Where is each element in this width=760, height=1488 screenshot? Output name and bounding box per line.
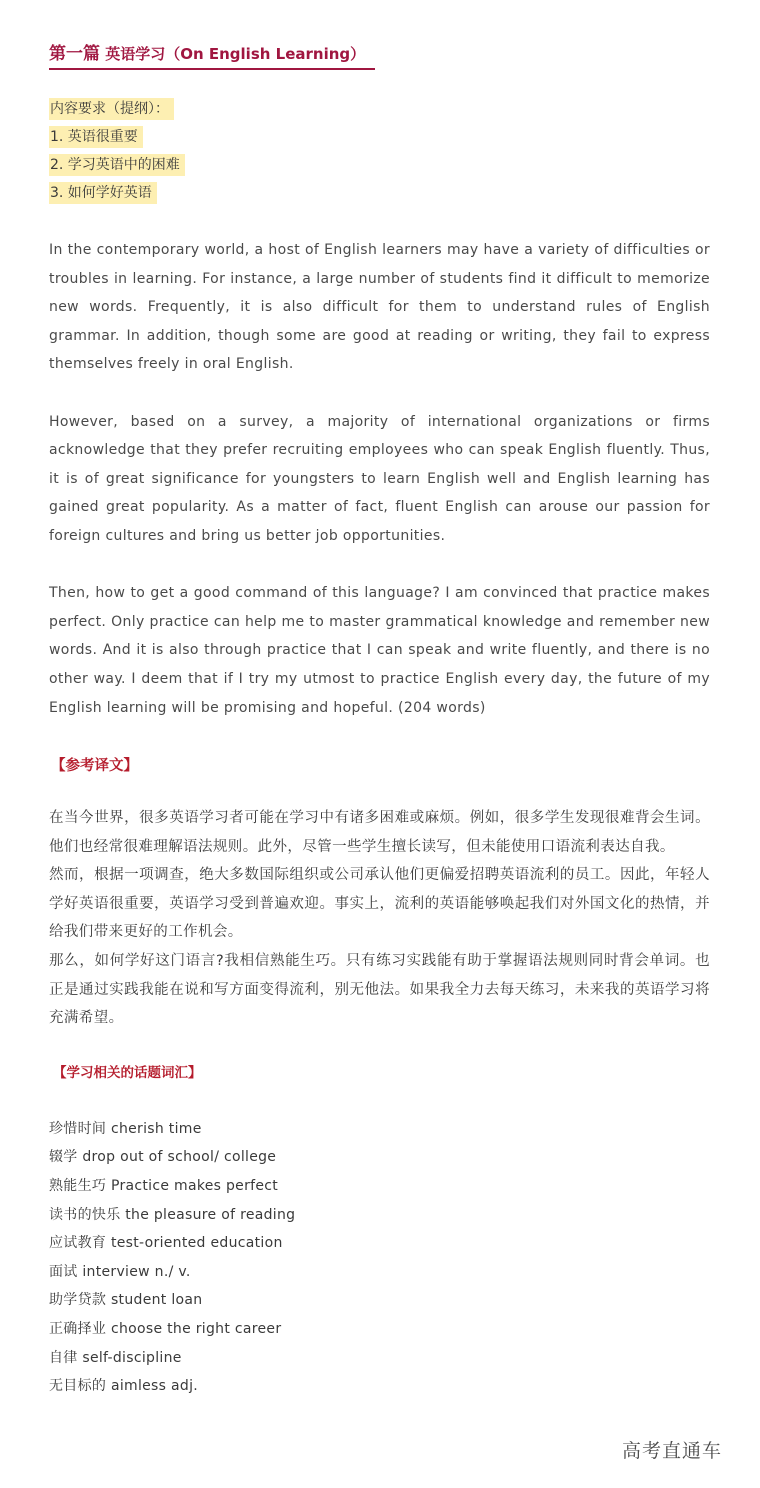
outline-list: [49, 98, 710, 210]
translation-paragraph: 然而，根据一项调查，绝大多数国际组织或公司承认他们更偏爱招聘英语流利的员工。因此，年轻人学好英语很重要，英语学习受到普遍欢迎。事实上，流利的英语能够唤起我们对外国文化的热情，并给我们带来更好的工作机会。: [49, 867, 710, 941]
article-title: [49, 40, 375, 70]
vocabulary-heading: 【学习相关的话题词汇】: [53, 1064, 202, 1081]
vocabulary-item: 助学贷款 student loan: [49, 1292, 203, 1309]
translation-paragraph: 在当今世界，很多英语学习者可能在学习中有诸多困难或麻烦。例如，很多学生发现很难背会生词。他们也经常很难理解语法规则。此外，尽管一些学生擅长读写，但未能使用口语流利表达自我。: [49, 810, 710, 855]
outline-item: 3. 如何学好英语: [49, 182, 157, 204]
vocabulary-item: 无目标的 aimless adj.: [49, 1378, 199, 1395]
title-text: 英语学习（On English Learning）: [100, 45, 366, 63]
vocabulary-item: 自律 self-discipline: [49, 1349, 182, 1366]
vocabulary-item: 珍惜时间 cherish time: [49, 1120, 202, 1137]
vocabulary-item: 辍学 drop out of school/ college: [49, 1149, 277, 1166]
translation-block: [49, 804, 710, 1033]
essay-paragraph: Then, how to get a good command of this language? I am convinced that practice makes perfect. Only practice can help me to master grammatical knowledge and remember new words. And it is also through practice that I can speak and write fluently, and there is no other way. I deem that if I try my utmost to practice English every day, the future of my English learning will be promising and hopeful. (204 words): [49, 585, 710, 716]
title-part-label: 第一篇: [49, 44, 100, 64]
vocabulary-item: 读书的快乐 the pleasure of reading: [49, 1206, 296, 1223]
outline-heading: 内容要求（提纲）：: [49, 98, 174, 120]
vocabulary-item: 熟能生巧 Practice makes perfect: [49, 1178, 279, 1195]
essay-paragraph: In the contemporary world, a host of English learners may have a variety of difficulties or troubles in learning. For instance, a large number of students find it difficult to memorize new words. Frequently, it is also difficult for them to understand rules of English grammar. In addition, though some are good at reading or writing, they fail to express themselves freely in oral English.: [49, 242, 710, 373]
outline-item: 1. 英语很重要: [49, 126, 143, 148]
essay-paragraph: However, based on a survey, a majority of international organizations or firms acknowledge that they prefer recruiting employees who can speak English fluently. Thus, it is of great significance for youngsters to learn English well and English learning has gained great popularity. As a matter of fact, fluent English can arouse our passion for foreign cultures and bring us better job opportunities.: [49, 413, 710, 544]
watermark: 高考直通车: [622, 1440, 723, 1462]
vocabulary-item: 正确择业 choose the right career: [49, 1321, 282, 1337]
outline-item: 2. 学习英语中的困难: [49, 154, 185, 176]
translation-paragraph: 那么，如何学好这门语言?我相信熟能生巧。只有练习实践能有助于掌握语法规则同时背会单词。也正是通过实践我能在说和写方面变得流利，别无他法。如果我全力去每天练习，未来我的英语学习将充满希望。: [49, 953, 710, 1027]
vocabulary-item: 面试 interview n./ v.: [49, 1263, 191, 1280]
vocabulary-item: 应试教育 test-oriented education: [49, 1235, 283, 1252]
article: [49, 40, 710, 1401]
translation-heading: 【参考译文】: [51, 758, 138, 775]
vocabulary-list: [49, 1115, 710, 1401]
